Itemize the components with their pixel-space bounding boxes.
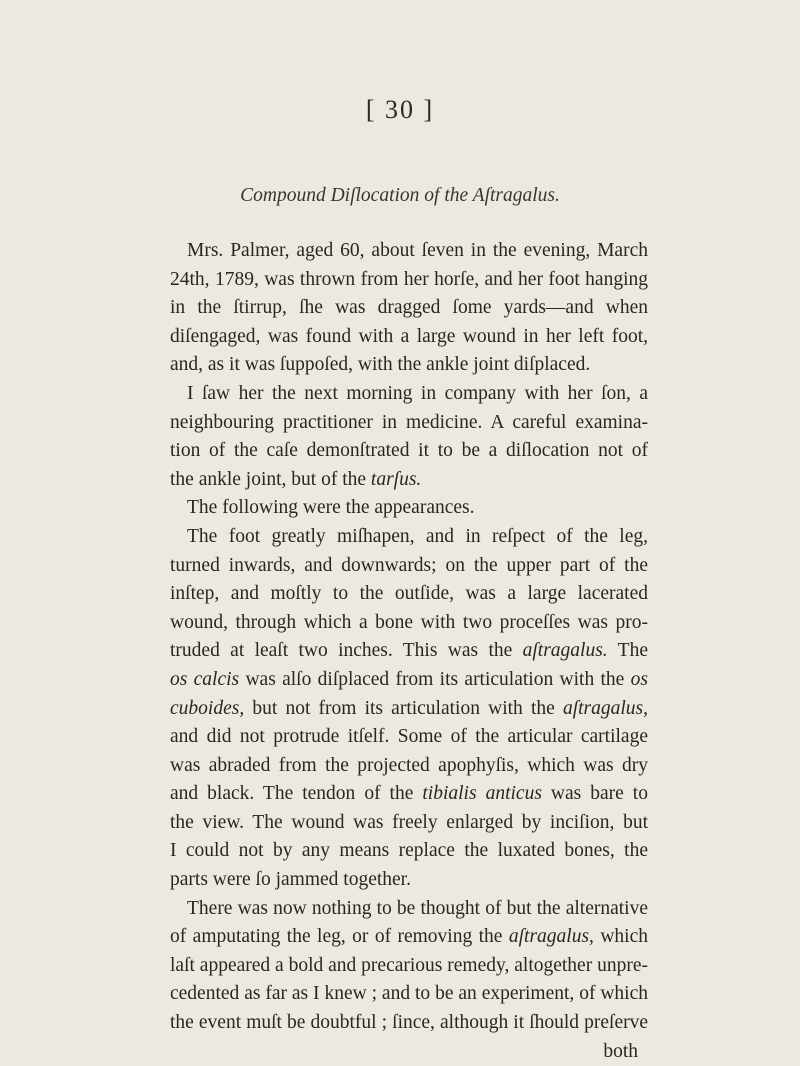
text-line	[170, 266, 648, 295]
text-line	[170, 294, 648, 323]
text-run: The following were the appearances.	[187, 497, 475, 519]
text-line	[170, 1038, 648, 1066]
text-line	[170, 809, 648, 838]
text-line	[170, 380, 648, 409]
text-line	[170, 866, 648, 895]
italic-term: tibialis anticus	[422, 783, 542, 805]
text-run: turned inwards, and downwards; on the upper part of the	[170, 554, 648, 576]
text-line	[170, 666, 648, 695]
text-line	[170, 837, 648, 866]
body-text	[170, 237, 648, 1066]
text-line	[170, 552, 648, 581]
text-run: and black. The tendon of the	[170, 783, 423, 805]
text-run: parts were ſo jammed together.	[170, 869, 411, 891]
text-line	[170, 1009, 648, 1038]
text-run: and did not protrude itſelf. Some of the articular cartilage	[170, 726, 648, 748]
text-line	[170, 523, 648, 552]
text-run: was abraded from the projected apophyſis, which was dry	[170, 754, 648, 776]
text-line	[170, 494, 648, 523]
text-run: both	[603, 1040, 638, 1062]
text-line	[170, 695, 648, 724]
text-run: diſengaged, was found with a large wound in her left foot,	[170, 325, 648, 347]
text-run: cedented as far as I knew ; and to be an experiment, of which	[170, 983, 648, 1005]
text-run: laſt appeared a bold and precarious remedy, altogether unpre-	[170, 954, 648, 976]
text-line	[170, 752, 648, 781]
text-run: which	[593, 926, 648, 948]
italic-term: aſtragalus.	[522, 640, 608, 662]
italic-term: cuboides,	[170, 697, 245, 719]
text-line	[170, 351, 648, 380]
text-line	[170, 895, 648, 924]
text-line	[170, 466, 648, 495]
text-run: inſtep, and moſtly to the outſide, was a large lacerated	[170, 583, 648, 605]
text-run: I could not by any means replace the luxated bones, the	[170, 840, 648, 862]
text-run: but not from its articulation with the	[244, 697, 563, 719]
text-line	[170, 323, 648, 352]
italic-term: os	[630, 668, 648, 690]
text-run: the ankle joint, but of the	[170, 468, 371, 490]
italic-term: aſtragalus,	[508, 926, 594, 948]
text-run: and, as it was ſuppoſed, with the ankle joint diſplaced.	[170, 354, 591, 376]
page-number: [ 30 ]	[365, 95, 435, 124]
text-run: was alſo diſplaced from its articulation with the	[239, 668, 631, 690]
text-run: There was now nothing to be thought of but the alternative	[187, 897, 648, 919]
text-run: of amputating the leg, or of removing the	[170, 926, 509, 948]
text-line	[170, 952, 648, 981]
text-run: I ſaw her the next morning in company with her ſon, a	[187, 382, 648, 404]
text-run: 24th, 1789, was thrown from her horſe, and her foot hanging	[170, 268, 648, 290]
text-run: in the ſtirrup, ſhe was dragged ſome yards—and when	[170, 297, 648, 319]
text-run: truded at leaſt two inches. This was the	[170, 640, 523, 662]
text-line	[170, 580, 648, 609]
text-run: was bare to	[541, 783, 648, 805]
text-line	[170, 637, 648, 666]
text-line	[170, 923, 648, 952]
text-run: The foot greatly miſhapen, and in reſpect of the leg,	[187, 525, 648, 547]
italic-term: aſtragalus,	[562, 697, 648, 719]
text-line	[170, 437, 648, 466]
text-run: the event muſt be doubtful ; ſince, although it ſhould preſerve	[170, 1012, 648, 1034]
text-line	[170, 723, 648, 752]
text-line	[170, 409, 648, 438]
section-heading: Compound Diſlocation of the Aſtragalus.	[240, 185, 560, 206]
text-run: neighbouring practitioner in medicine. A careful examina-	[170, 411, 648, 433]
text-run: the view. The wound was freely enlarged by inciſion, but	[170, 811, 648, 833]
text-line	[170, 609, 648, 638]
text-run: The	[607, 640, 648, 662]
text-run: wound, through which a bone with two proceſſes was pro-	[170, 611, 648, 633]
text-line	[170, 237, 648, 266]
text-run: Mrs. Palmer, aged 60, about ſeven in the evening, March	[187, 240, 648, 261]
italic-term: os calcis	[170, 668, 240, 690]
text-run: tion of the caſe demonſtrated it to be a diſlocation not of	[170, 440, 648, 462]
italic-term: tarſus.	[370, 468, 422, 490]
text-line	[170, 780, 648, 809]
